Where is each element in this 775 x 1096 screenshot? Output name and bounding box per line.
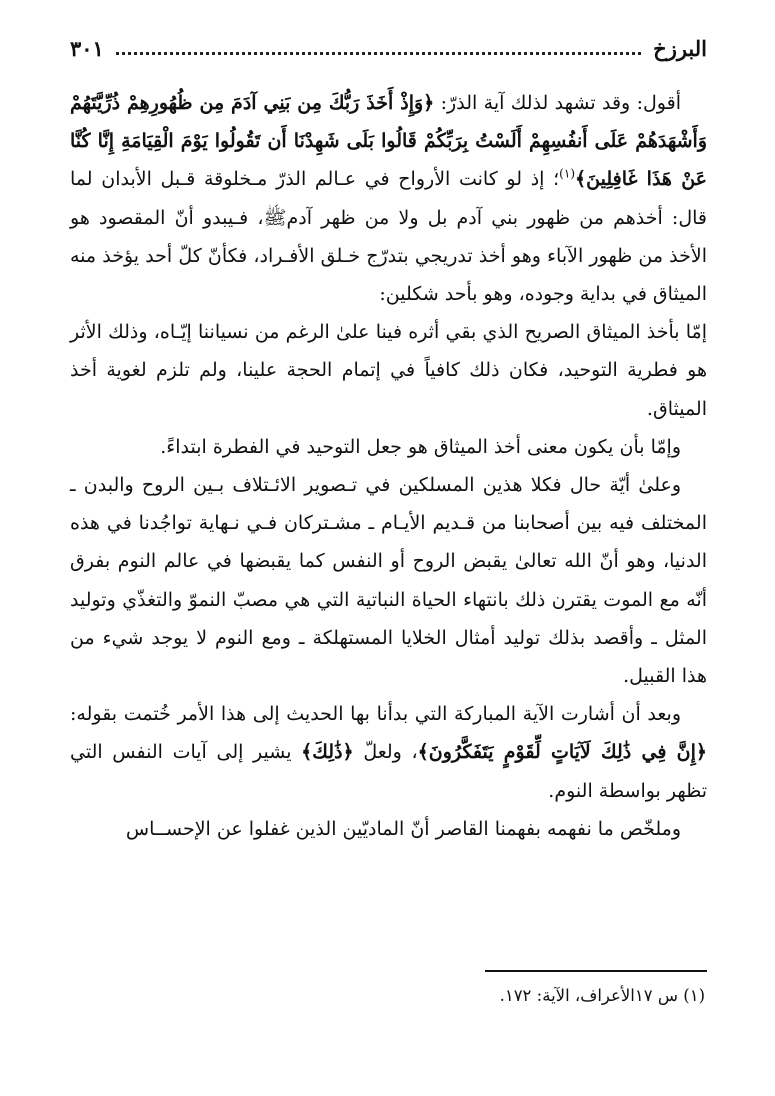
paragraph-1 — [70, 84, 707, 313]
header-title: البرزخ — [653, 35, 707, 61]
page-number: ٣٠١ — [70, 35, 104, 61]
paragraph-6: وملخّص ما نفهمه بفهمنا القاصر أنّ الماديّين الذين غفلوا عن الإحســاس — [125, 817, 681, 840]
quran-verse-al-araf: ﴿وَإِذْ أَخَذَ رَبُّكَ مِن بَنِي آدَمَ مِن ظُهُورِهِمْ ذُرِّيَّتَهُمْ وَأَشْهَدَهُمْ عَلَى أَنفُسِهِمْ أَلَسْتُ بِرَبِّكُمْ قَالُوا بَلَى شَهِدْنَا أَن تَقُولُوا يَوْمَ الْقِيَامَةِ إِنَّا كُنَّا عَنْ هَذَا غَافِلِينَ﴾ — [70, 92, 707, 191]
paragraph-1-lead: أقول: وقد تشهد لذلك آية الذرّ: — [434, 92, 681, 114]
main-text — [70, 84, 707, 848]
paragraph-4: وعلىٰ أيّة حال فكلا هذين المسلكين في تـصوير الائـتلاف بـين الروح والبدن ـ المختلف فيه بين أصحابنا من قـديم الأيـام ـ مشـتركان فـي نـهاية تواجُدنا في هذه الدنيا، وهو أنّ الله تعالىٰ يقبض الروح أو النفس كما يقبضها في عالم النوم بفرق أنّه مع الموت يقترن ذلك بانتهاء الحياة النباتية التي هي مصبّ النموّ والتغذّي وتوليد المثل ـ وأقصد بذلك توليد أمثال الخلايا المستهلكة ـ ومع النوم لا يوجد شيء من هذا القبيل. — [70, 474, 707, 688]
footnote: (١) س ١٧الأعراف، الآية: ١٧٢. — [499, 986, 705, 1005]
footnote-separator — [485, 970, 707, 972]
paragraph-5 — [70, 695, 707, 810]
paragraph-5-rest: يشير إلى آيات النفس التي تظهر بواسطة النوم. — [70, 741, 707, 802]
quran-verse-signs: ﴿إِنَّ فِي ذَٰلِكَ لَآيَاتٍ لِّقَوْمٍ يَتَفَكَّرُونَ﴾ — [417, 741, 707, 764]
header-dotted-leader — [116, 52, 641, 55]
running-header — [70, 28, 707, 68]
paragraph-5-lead: وبعد أن أشارت الآية المباركة التي بدأنا بها الحديث إلى هذا الأمر خُتمت بقوله: — [70, 703, 681, 726]
paragraph-1-rest: ؛ إذ لو كانت الأرواح في عـالم الذرّ مـخلوقة قـبل الأبدان لما قال: أخذهم من ظهور بني آدم بل ولا من ظهر آدمﷺ، فـيبدو أنّ المقصود هو الأخذ من ظهور الآباء وهو أخذ تدريجي بتدرّج خـلق الأفـراد، فكأنّ كلّ أحد يؤخذ منه الميثاق في بداية وجوده، وهو بأحد شكلين: — [70, 168, 707, 306]
paragraph-3: وإمّا بأن يكون معنى أخذ الميثاق هو جعل التوحيد في الفطرة ابتداءً. — [160, 435, 681, 458]
quran-word-dhalika: ﴿ذَٰلِكَ﴾ — [301, 741, 354, 764]
footnote-reference[interactable]: (١) — [559, 167, 575, 182]
paragraph-2: إمّا بأخذ الميثاق الصريح الذي بقي أثره فينا علىٰ الرغم من نسياننا إيّـاه، وذلك الأثر هو فطرية التوحيد، فكان ذلك كافياً في إتمام الحجة علينا، ولم تلزم لغوية أخذ الميثاق. — [70, 321, 707, 420]
paragraph-5-mid: ، ولعلّ — [353, 741, 418, 764]
